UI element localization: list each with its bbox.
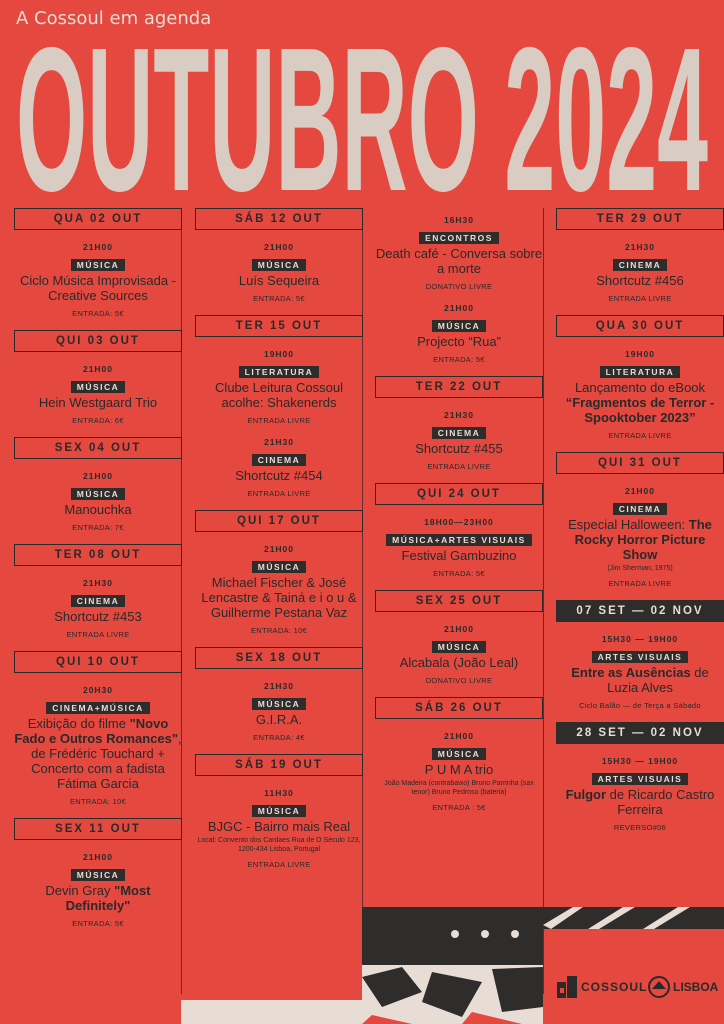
- event-category-badge: ENCONTROS: [419, 232, 499, 244]
- agenda-column-4: [556, 208, 724, 844]
- event-title-text: Lançamento do eBook: [574, 380, 706, 395]
- date-header: QUA 02 OUT: [14, 208, 182, 230]
- event-time: 21H00: [443, 303, 475, 313]
- event-item: [556, 756, 724, 832]
- event-category-badge: CINEMA: [432, 427, 487, 439]
- event-price: ENTRADA: 7€: [72, 523, 124, 532]
- event-price: ENTRADA LIVRE: [247, 489, 311, 498]
- poster-subtitle: A Cossoul em agenda: [16, 8, 212, 29]
- event-title-highlight: Fulgor: [565, 787, 607, 802]
- event-category-badge: CINEMA: [252, 454, 307, 466]
- event-title-text: Especial Halloween:: [568, 517, 689, 532]
- event-time: 21H00: [82, 242, 114, 252]
- event-category-badge: MÚSICA: [252, 698, 307, 710]
- event-item: [556, 486, 724, 588]
- event-category-badge: ARTES VISUAIS: [592, 651, 689, 663]
- event-title: BJGC - Bairro mais Real: [207, 819, 351, 834]
- date-header: QUI 03 OUT: [14, 330, 182, 352]
- event-item: [375, 303, 543, 364]
- event-note: (Jim Sherman, 1975): [607, 565, 673, 572]
- event-time: 21H00: [443, 731, 475, 741]
- event-title: [14, 883, 182, 913]
- event-item: [14, 685, 182, 806]
- event-title: Festival Gambuzino: [401, 548, 517, 563]
- event-category-badge: MÚSICA: [252, 259, 307, 271]
- event-price: ENTRADA: 5€: [433, 355, 485, 364]
- date-header: QUI 17 OUT: [195, 510, 363, 532]
- event-title-text: , de Frédéric Touchard + Concerto com a fadista Fátima Garcia: [31, 731, 182, 791]
- event-title: Clube Leitura Cossoul acolhe: Shakenerds: [215, 380, 343, 410]
- event-price: ENTRADA LIVRE: [608, 579, 672, 588]
- event-time: 21H30: [624, 242, 656, 252]
- event-category-badge: MÚSICA: [252, 805, 307, 817]
- column-divider: [543, 208, 544, 994]
- event-item: [14, 242, 182, 318]
- poster-title-text: OUTUBRO 2024: [16, 30, 708, 200]
- event-category-badge: MÚSICA: [252, 561, 307, 573]
- event-note: Local: Convento dos Cardaes Rua de O Século 123, 1200-434 Lisboa, Portugal: [197, 837, 361, 853]
- event-title: Projecto “Rua”: [417, 334, 501, 349]
- cossoul-logo: COSSOUL: [581, 980, 648, 994]
- event-time: 16H30: [443, 215, 475, 225]
- event-item: [14, 852, 182, 928]
- event-time: 21H00: [443, 624, 475, 634]
- date-header: SEX 25 OUT: [375, 590, 543, 612]
- event-time: 20H30: [82, 685, 114, 695]
- event-note: João Madeira (contrabaixo) Bruno Parrinha (sax tenor) Bruno Pedroso (bateria): [384, 780, 534, 796]
- event-title-highlight: The Rocky Horror Picture Show: [574, 517, 712, 562]
- event-category-badge: MÚSICA+ARTES VISUAIS: [386, 534, 532, 546]
- event-price: Ciclo Balão — de Terça a Sábado: [579, 701, 701, 710]
- event-category-badge: CINEMA: [71, 595, 126, 607]
- event-item: [14, 364, 182, 425]
- event-title: Hein Westgaard Trio: [38, 395, 158, 410]
- event-time: 18H00—23H00: [424, 517, 494, 527]
- event-category-badge: LITERATURA: [600, 366, 681, 378]
- event-item: [195, 681, 363, 742]
- date-header: TER 08 OUT: [14, 544, 182, 566]
- event-item: [195, 349, 363, 425]
- event-price: ENTRADA LIVRE: [608, 431, 672, 440]
- event-item: [556, 349, 724, 440]
- date-header: QUA 30 OUT: [556, 315, 724, 337]
- event-title: Luís Sequeira: [238, 273, 320, 288]
- event-price: ENTRADA: 10€: [250, 626, 308, 635]
- event-time: 21H00: [263, 544, 295, 554]
- date-header: SEX 18 OUT: [195, 647, 363, 669]
- event-item: [195, 437, 363, 498]
- event-item: [375, 410, 543, 471]
- event-category-badge: MÚSICA: [432, 748, 487, 760]
- event-title: Ciclo Música Improvisada - Creative Sources: [19, 273, 177, 303]
- event-item: [14, 578, 182, 639]
- event-title-highlight: "Novo Fado e Outros Romances": [14, 716, 179, 746]
- date-header: 28 SET — 02 NOV: [556, 722, 724, 744]
- event-title: Shortcutz #456: [596, 273, 684, 288]
- event-title: Shortcutz #454: [235, 468, 323, 483]
- date-header: QUI 31 OUT: [556, 452, 724, 474]
- event-price: ENTRADA: 5€: [72, 919, 124, 928]
- event-time: 21H30: [263, 681, 295, 691]
- event-time: 19H00: [263, 349, 295, 359]
- event-title: P U M A trio: [424, 762, 494, 777]
- event-time: 21H00: [263, 242, 295, 252]
- event-title: Death café - Conversa sobre a morte: [375, 246, 543, 276]
- event-time: 21H30: [82, 578, 114, 588]
- event-item: [375, 215, 543, 291]
- event-category-badge: CINEMA: [613, 503, 668, 515]
- event-category-badge: CINEMA+MÚSICA: [46, 702, 150, 714]
- event-price: REVERSO#06: [613, 823, 667, 832]
- event-title: [556, 380, 724, 425]
- event-item: [195, 788, 363, 869]
- event-item: [195, 544, 363, 635]
- event-item: [195, 242, 363, 303]
- event-category-badge: LITERATURA: [239, 366, 320, 378]
- event-title: Manouchka: [64, 502, 132, 517]
- event-title-highlight: "Most Definitely": [65, 883, 151, 913]
- event-title: [556, 517, 724, 562]
- event-item: [14, 471, 182, 532]
- event-price: ENTRADA LIVRE: [247, 416, 311, 425]
- event-time: 21H00: [82, 852, 114, 862]
- event-category-badge: MÚSICA: [432, 320, 487, 332]
- event-time: 21H30: [263, 437, 295, 447]
- event-title: Alcabala (João Leal): [399, 655, 519, 670]
- event-title: Shortcutz #455: [415, 441, 503, 456]
- event-price: ENTRADA: 5€: [433, 569, 485, 578]
- poster-title: [16, 30, 708, 200]
- agenda-column-1: [14, 208, 182, 940]
- event-time: 21H00: [624, 486, 656, 496]
- lisboa-logo: LISBOA: [673, 980, 719, 994]
- event-price: ENTRADA : 5€: [432, 803, 486, 812]
- event-price: ENTRADA LIVRE: [427, 462, 491, 471]
- date-header: QUI 10 OUT: [14, 651, 182, 673]
- date-header: SÁB 26 OUT: [375, 697, 543, 719]
- date-header: SÁB 19 OUT: [195, 754, 363, 776]
- event-item: [556, 634, 724, 710]
- event-category-badge: ARTES VISUAIS: [592, 773, 689, 785]
- event-item: [375, 624, 543, 685]
- event-title-text: Devin Gray: [45, 883, 115, 898]
- event-title: [556, 787, 724, 817]
- event-price: ENTRADA: 6€: [72, 416, 124, 425]
- agenda-column-3: [375, 215, 543, 824]
- event-price: ENTRADA: 4€: [253, 733, 305, 742]
- event-price: DONATIVO LIVRE: [425, 282, 493, 291]
- event-time: 21H00: [82, 471, 114, 481]
- event-title-text: Exibição do filme: [27, 716, 130, 731]
- event-item: [375, 731, 543, 812]
- lisboa-logo-icon: [648, 976, 670, 998]
- event-time: 19H00: [624, 349, 656, 359]
- date-header: TER 29 OUT: [556, 208, 724, 230]
- date-header: QUI 24 OUT: [375, 483, 543, 505]
- event-time: 15H30 — 19H00: [601, 756, 679, 766]
- event-price: ENTRADA: 5€: [253, 294, 305, 303]
- date-header: TER 22 OUT: [375, 376, 543, 398]
- event-item: [375, 517, 543, 578]
- event-price: ENTRADA LIVRE: [66, 630, 130, 639]
- event-category-badge: MÚSICA: [71, 381, 126, 393]
- event-title-highlight: Entre as Ausências: [571, 665, 691, 680]
- date-header: 07 SET — 02 NOV: [556, 600, 724, 622]
- event-title-text: de Ricardo Castro Ferreira: [606, 787, 715, 817]
- event-price: ENTRADA: 10€: [69, 797, 127, 806]
- decorative-bar: [181, 1000, 362, 1024]
- event-time: 21H00: [82, 364, 114, 374]
- event-price: ENTRADA LIVRE: [247, 860, 311, 869]
- decorative-pattern: [362, 907, 543, 1024]
- event-category-badge: MÚSICA: [71, 259, 126, 271]
- event-title: Shortcutz #453: [54, 609, 142, 624]
- event-category-badge: MÚSICA: [432, 641, 487, 653]
- date-header: TER 15 OUT: [195, 315, 363, 337]
- agenda-column-2: [195, 208, 363, 881]
- date-header: SEX 04 OUT: [14, 437, 182, 459]
- event-price: ENTRADA LIVRE: [608, 294, 672, 303]
- event-category-badge: MÚSICA: [71, 488, 126, 500]
- event-time: 15H30 — 19H00: [601, 634, 679, 644]
- event-title: [556, 665, 724, 695]
- event-price: ENTRADA: 5€: [72, 309, 124, 318]
- event-title-text: de Luzia Alves: [607, 665, 709, 695]
- event-title: Michael Fischer & José Lencastre & Tainá e i o u & Guilherme Pestana Vaz: [201, 575, 357, 620]
- decorative-texture: [543, 907, 724, 1024]
- event-title-highlight: “Fragmentos de Terror - Spooktober 2023”: [565, 395, 715, 425]
- event-item: [556, 242, 724, 303]
- event-time: 21H30: [443, 410, 475, 420]
- event-title: G.I.R.A.: [255, 712, 303, 727]
- event-time: 11H30: [264, 788, 294, 798]
- date-header: SÁB 12 OUT: [195, 208, 363, 230]
- event-category-badge: MÚSICA: [71, 869, 126, 881]
- event-price: DONATIVO LIVRE: [425, 676, 493, 685]
- cossoul-logo-icon: [557, 976, 577, 998]
- event-title: [14, 716, 182, 791]
- date-header: SEX 11 OUT: [14, 818, 182, 840]
- event-category-badge: CINEMA: [613, 259, 668, 271]
